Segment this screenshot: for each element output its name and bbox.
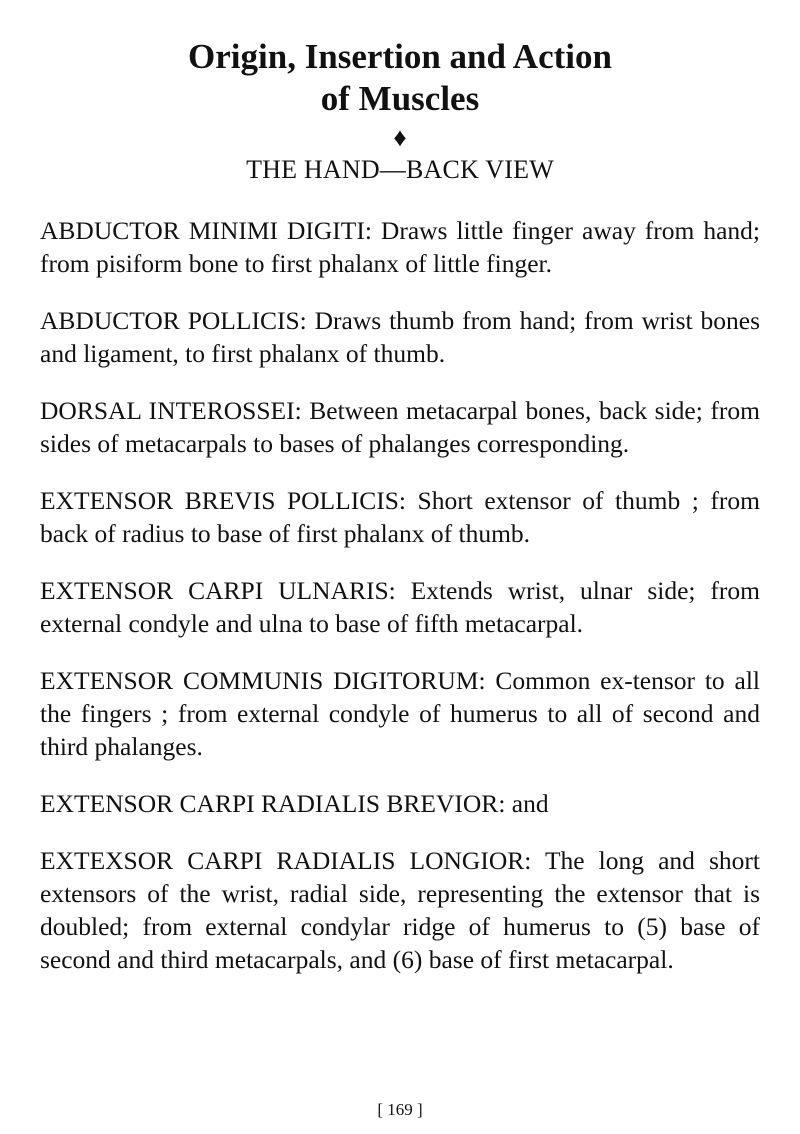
page-number: [ 169 ] bbox=[377, 1100, 423, 1119]
page-title bbox=[40, 36, 760, 120]
section-subtitle: THE HAND—BACK VIEW bbox=[246, 155, 554, 184]
title-line-2: of Muscles bbox=[320, 79, 480, 118]
muscle-entry-list bbox=[40, 214, 760, 976]
entry-extensor-carpi-radialis-longior: EXTEXSOR CARPI RADIALIS LONGIOR: The long and short extensors of the wrist, radial side, representing the extensor that is doubled; from external condylar ridge of humerus to (5) base of second and third metacarpals, and (6) base of first metacarpal. bbox=[40, 846, 760, 974]
entry-dorsal-interossei: DORSAL INTEROSSEI: Between metacarpal bones, back side; from sides of metacarpals to bases of phalanges corresponding. bbox=[40, 396, 760, 458]
entry-extensor-carpi-ulnaris: EXTENSOR CARPI ULNARIS: Extends wrist, ulnar side; from external condyle and ulna to base of fifth metacarpal. bbox=[40, 576, 760, 638]
entry-extensor-carpi-radialis-brevior: EXTENSOR CARPI RADIALIS BREVIOR: and bbox=[40, 789, 549, 818]
entry-abductor-minimi-digiti: ABDUCTOR MINIMI DIGITI: Draws little finger away from hand; from pisiform bone to first phalanx of little finger. bbox=[40, 216, 760, 278]
entry-extensor-communis-digitorum: EXTENSOR COMMUNIS DIGITORUM: Common ex-tensor to all the fingers ; from external condyle of humerus to all of second and third phalanges. bbox=[40, 666, 760, 761]
entry-extensor-brevis-pollicis: EXTENSOR BREVIS POLLICIS: Short extensor of thumb ; from back of radius to base of first phalanx of thumb. bbox=[40, 486, 760, 548]
entry-abductor-pollicis: ABDUCTOR POLLICIS: Draws thumb from hand; from wrist bones and ligament, to first phalanx of thumb. bbox=[40, 306, 760, 368]
title-line-1: Origin, Insertion and Action bbox=[188, 37, 612, 76]
page-content bbox=[40, 36, 760, 1000]
diamond-ornament-icon: ♦ bbox=[393, 123, 407, 152]
